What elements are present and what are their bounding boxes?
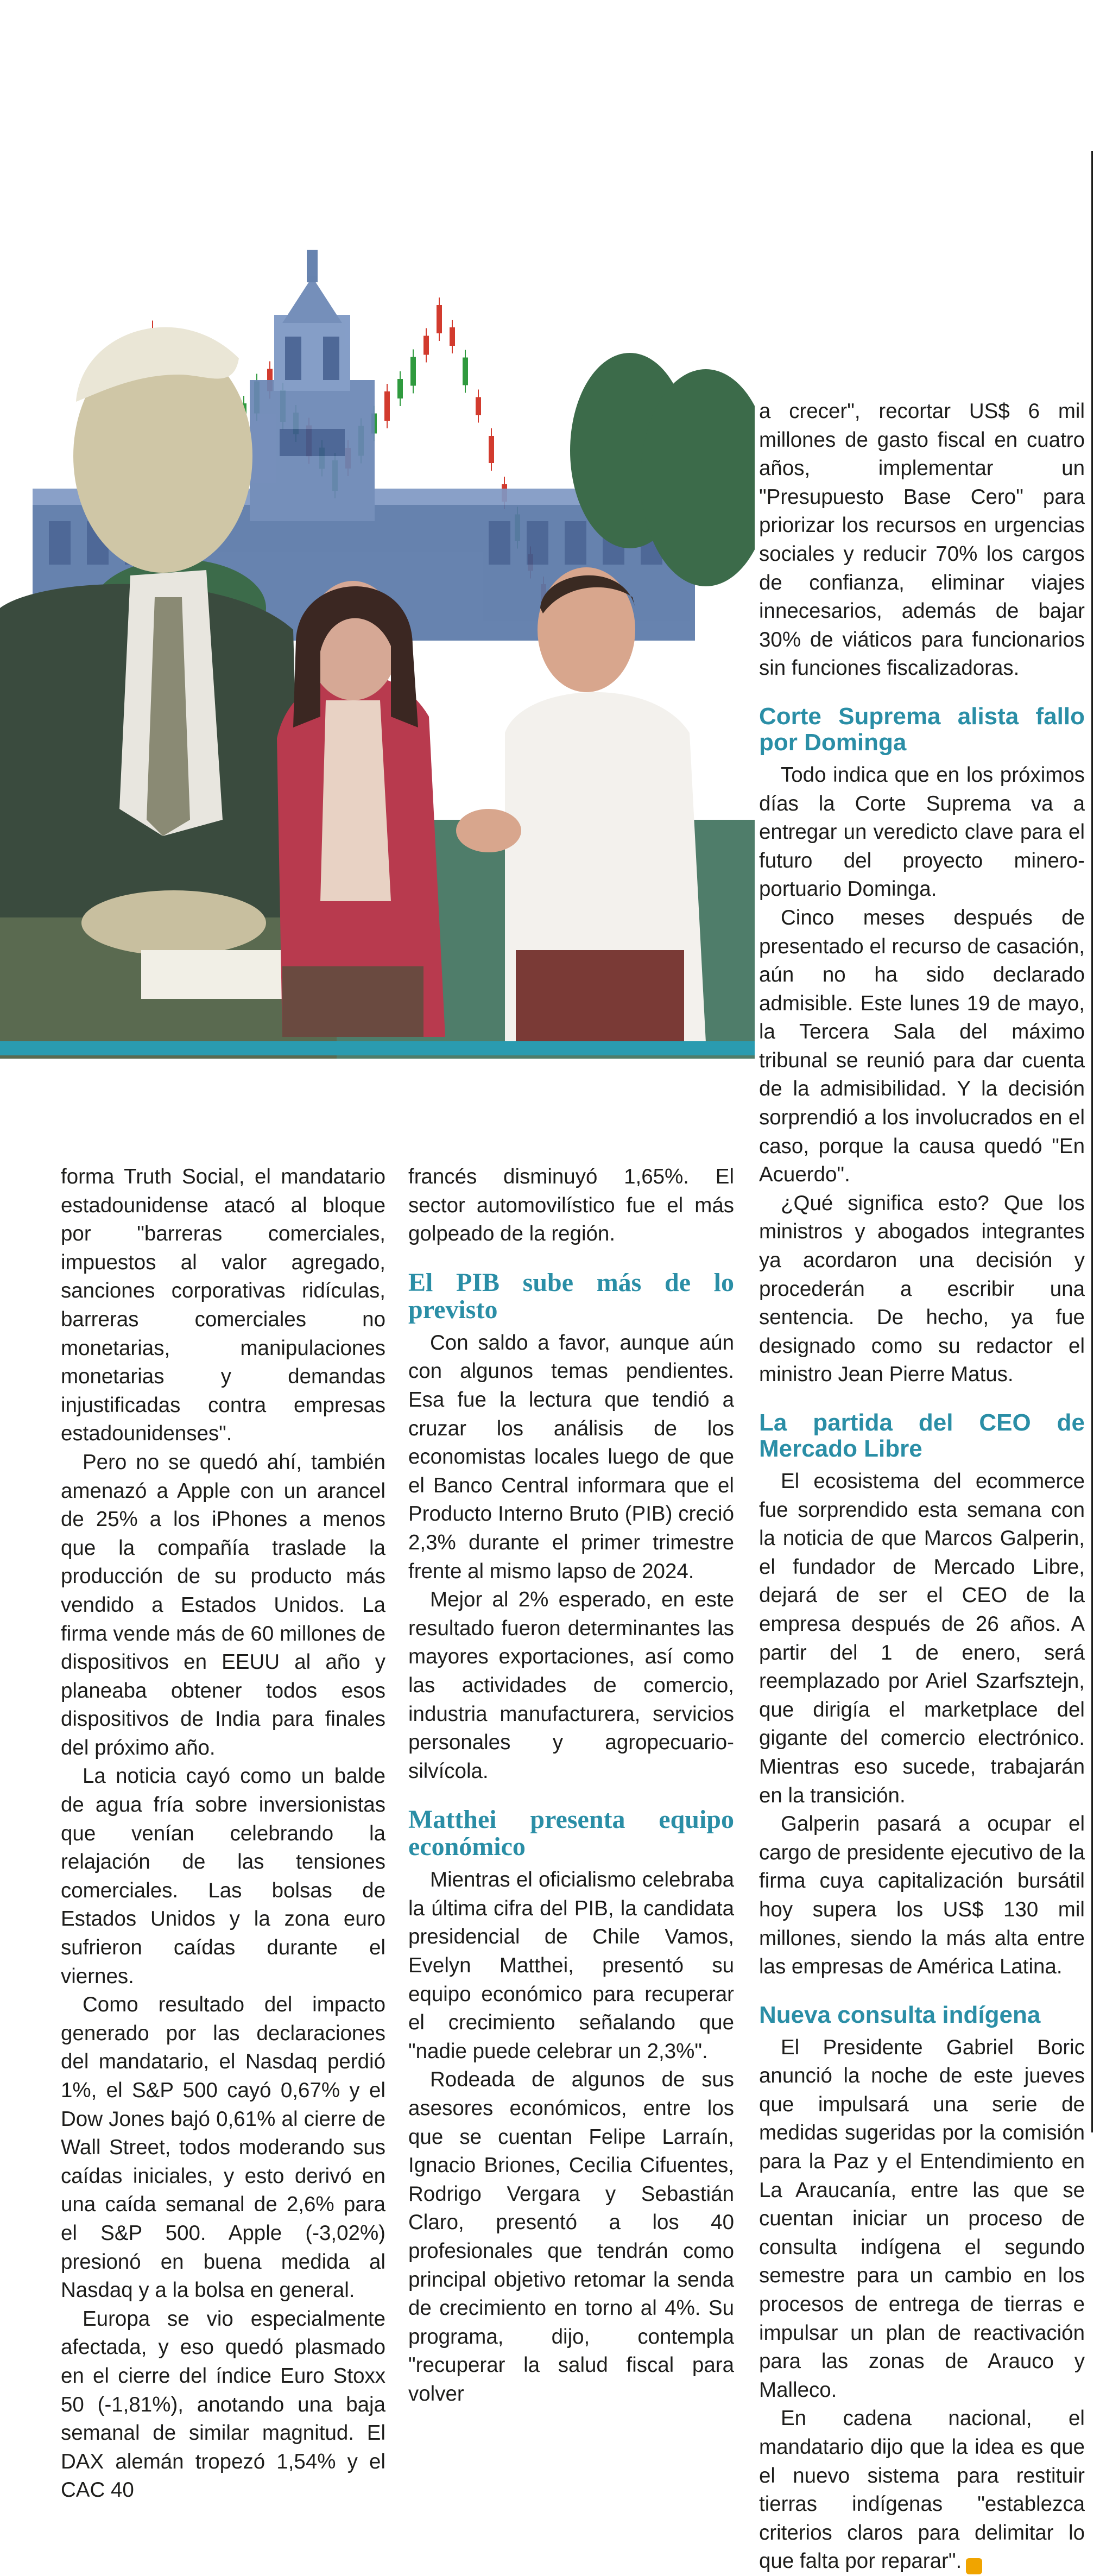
article-column-2 [408, 1163, 734, 2409]
section-heading-matthei: Matthei presenta equipo económico [408, 1805, 734, 1862]
paragraph: El ecosistema del ecommerce fue sorprendido esta semana con la noticia de que Marcos Galperin, el fundador de Mercado Libre, dejará de ser el CEO de la empresa después de 26 años. A partir del 1 de enero, será reemplazado por Ariel Szarfsztejn, que dirigía el marketplace del gigante del comercio electrónico. Mientras eso sucede, trabajarán en la transición. [759, 1470, 1085, 1807]
column-rule [1091, 151, 1093, 2132]
section-heading-mercado-libre: La partida del CEO de Mercado Libre [759, 1409, 1085, 1462]
candle [397, 379, 403, 398]
candle [423, 336, 429, 355]
article-column-1 [61, 1163, 385, 2505]
paragraph-text: En cadena nacional, el mandatario dijo que la idea es que el nuevo sistema para restituir tierras indígenas "establezca criterios claros para delimitar lo que falta por reparar". [759, 2407, 1085, 2573]
paragraph: a crecer", recortar US$ 6 mil millones de gasto fiscal en cuatro años, implementar un "Presupuesto Base Cero" para priorizar los recursos en urgencias sociales y reducir 70% los cargos de confianza, eliminar viajes innecesarios, además de bajar 30% de viáticos para funcionarios sin funciones fiscalizadoras. [759, 400, 1085, 680]
section-heading-pib: El PIB sube más de lo previsto [408, 1268, 734, 1324]
article-column-3 [759, 397, 1085, 2576]
paragraph: Como resultado del impacto generado por las declaraciones del mandatario, el Nasdaq perdió 1%, el S&P 500 cayó 0,67% y el Dow Jones bajó 0,61% al cierre de Wall Street, todos moderando sus caídas iniciales, y esto derivó en una caída semanal de 2,6% para el S&P 500. Apple (-3,02%) presionó en buena medida al Nasdaq y a la bolsa en general. [61, 1993, 385, 2302]
paragraph: Mientras el oficialismo celebraba la última cifra del PIB, la candidata presidencial de Chile Vamos, Evelyn Matthei, presentó su equipo económico para recuperar el crecimiento señalando que "nadie puede celebrar un 2,3%". [408, 1868, 734, 2063]
paragraph: La noticia cayó como un balde de agua fría sobre inversionistas que venían celebrando la relajación de las tensiones comerciales. Las bolsas de Estados Unidos y la zona euro sufrieron caídas durante el viernes. [61, 1764, 385, 1988]
candle [410, 357, 416, 386]
candle [384, 391, 390, 421]
paragraph: forma Truth Social, el mandatario estadounidense atacó al bloque por "barreras comerciales, impuestos al valor agregado, sanciones corporativas ridículas, barreras comerciales no monetarias, manipulaciones monetarias y demandas injustificadas contra empresas estadounidenses". [61, 1165, 385, 1446]
paragraph: Galperin pasará a ocupar el cargo de presidente ejecutivo de la firma cuya capitalización bursátil hoy supera los US$ 130 mil millones, siendo la más alta entre las empresas de América Latina. [759, 1812, 1085, 1979]
candle [489, 436, 494, 463]
paragraph: Rodeada de algunos de sus asesores económicos, entre los que se cuentan Felipe Larraín, Ignacio Briones, Cecilia Cifuentes, Rodrigo Vergara y Sebastián Claro, presentó a los 40 profesionales que tendrán como principal objetivo retomar la senda de crecimiento en torno al 4%. Su programa, dijo, contempla "recuperar la salud fiscal para volver [408, 2068, 734, 2406]
paragraph: Europa se vio especialmente afectada, y eso quedó plasmado en el cierre del índice Euro Stoxx 50 (-1,81%), anotando una baja semanal de similar magnitud. El DAX alemán tropezó 1,54% y el CAC 40 [61, 2307, 385, 2502]
person-middle-illustration [277, 581, 445, 1037]
paragraph: Pero no se quedó ahí, también amenazó a Apple con un arancel de 25% a los iPhones a menos que la compañía traslade la producción de su producto más vendido a Estados Unidos. La firma vende más de 60 millones de dispositivos en EEUU al año y planeaba obtener todos esos dispositivos de India para finales del próximo año. [61, 1450, 385, 1759]
paragraph: ¿Qué significa esto? Que los ministros y abogados integrantes ya acordaron una decisión y procederán a escribir una sentencia. De hecho, ya fue designado como su redactor el ministro Jean Pierre Matus. [759, 1191, 1085, 1387]
candle [476, 397, 481, 415]
candle [450, 327, 455, 346]
collage-image [0, 195, 755, 1059]
section-heading-dominga: Corte Suprema alista fallo por Dominga [759, 702, 1085, 756]
candle [437, 305, 442, 333]
section-heading-consulta-indigena: Nueva consulta indígena [759, 2001, 1041, 2028]
paragraph: Con saldo a favor, aunque aún con algunos temas pendientes. Esa fue la lectura que tendió a cruzar los análisis de los economistas locales luego de que el Banco Central informara que el Producto Interno Bruto (PIB) creció 2,3% durante el primer trimestre frente al mismo lapso de 2024. [408, 1331, 734, 1583]
paragraph [759, 2404, 1085, 2576]
candle [463, 358, 468, 385]
paragraph: Todo indica que en los próximos días la Corte Suprema va a entregar un veredicto clave para el futuro del proyecto minero-portuario Dominga. [759, 763, 1085, 901]
paragraph: francés disminuyó 1,65%. El sector automovilístico fue el más golpeado de la región. [408, 1165, 734, 1246]
paragraph: Mejor al 2% esperado, en este resultado fueron determinantes las mayores exportaciones, así como las actividades de comercio, industria manufacturera, servicios personales y agropecuario-silvícola. [408, 1588, 734, 1783]
end-square-icon: ▪ [966, 2558, 982, 2574]
paragraph: El Presidente Gabriel Boric anunció la noche de este jueves que impulsará una serie de medidas sugeridas por la comisión para la Paz y el Entendimiento en La Araucanía, entre las que se cuentan iniciar un proceso de consulta indígena el segundo semestre para un cambio en los procesos de entrega de tierras e impulsar un plan de reactivación para las zonas de Arauco y Malleco. [759, 2035, 1085, 2402]
decorative-band [0, 1041, 755, 1055]
collage-svg [0, 195, 755, 1059]
paragraph: Cinco meses después de presentado el recurso de casación, aún no ha sido declarado admisible. Este lunes 19 de mayo, la Tercera Sala del máximo tribunal se reunió para dar cuenta de la admisibilidad. Y la decisión sorprendió a los involucrados en el caso, porque la causa quedó "En Acuerdo". [759, 906, 1085, 1187]
